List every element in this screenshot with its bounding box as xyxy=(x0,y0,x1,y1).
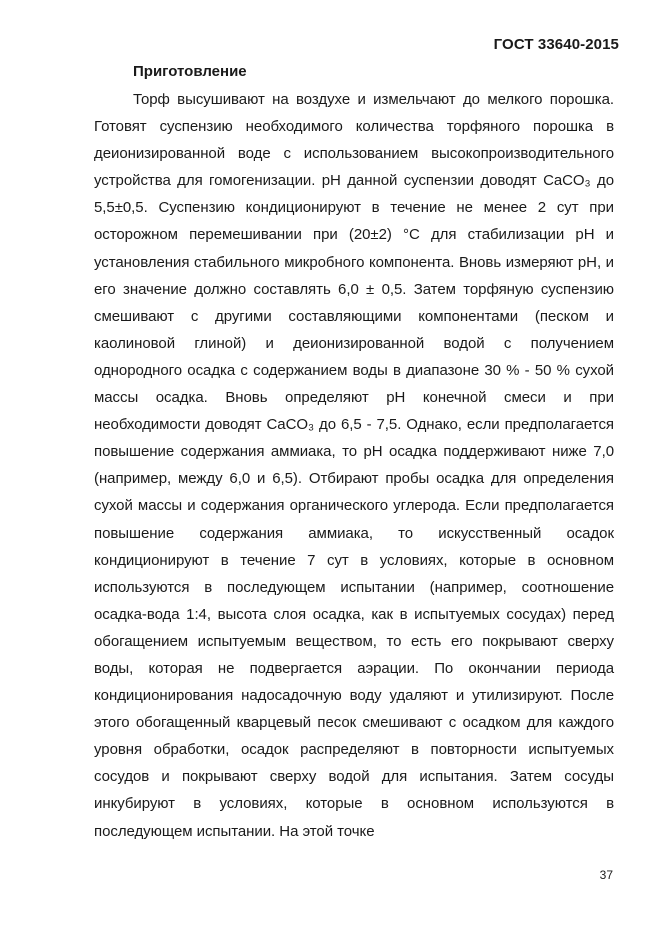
document-code: ГОСТ 33640-2015 xyxy=(493,36,619,53)
body-paragraph: Торф высушивают на воздухе и измельчают до мелкого порошка. Готовят суспензию необходимого количества торфяного порошка в деионизированной воде с использованием высокопроизводительного устройства для гомогенизации. pH данной суспензии доводят CaCO₃ до 5,5±0,5. Суспензию кондиционируют в течение не менее 2 сут при осторожном перемешивании при (20±2) °С для стабилизации pH и установления стабильного микробного компонента. Вновь измеряют pH, и его значение должно составлять 6,0 ± 0,5. Затем торфяную суспензию смешивают с другими составляющими компонентами (песком и каолиновой глиной) и деионизированной водой с получением однородного осадка с содержанием воды в диапазоне 30 % - 50 % сухой массы осадка. Вновь определяют pH конечной смеси и при необходимости доводят CaCO₃ до 6,5 - 7,5. Однако, если предполагается повышение содержания аммиака, то pH осадка поддерживают ниже 7,0 (например, между 6,0 и 6,5). Отбирают пробы осадка для определения сухой массы и содержания органического углерода. Если предполагается повышение содержания аммиака, то искусственный осадок кондиционируют в течение 7 сут в условиях, которые в основном используются в последующем испытании (например, соотношение осадка-вода 1:4, высота слоя осадка, как в испытуемых сосудах) перед обогащением испытуемым веществом, то есть его покрывают сверху воды, которая не подвергается аэрации. По окончании периода кондиционирования надосадочную воду удаляют и утилизируют. После этого обогащенный кварцевый песок смешивают с осадком для каждого уровня обработки, осадок распределяют в повторности испытуемых сосудов и покрывают сверху водой для испытания. Затем сосуды инкубируют в условиях, которые в основном используются в последующем испытании. На этой точке xyxy=(94,91,614,840)
section-heading: Приготовление xyxy=(133,63,247,80)
page-number: 37 xyxy=(599,868,613,882)
